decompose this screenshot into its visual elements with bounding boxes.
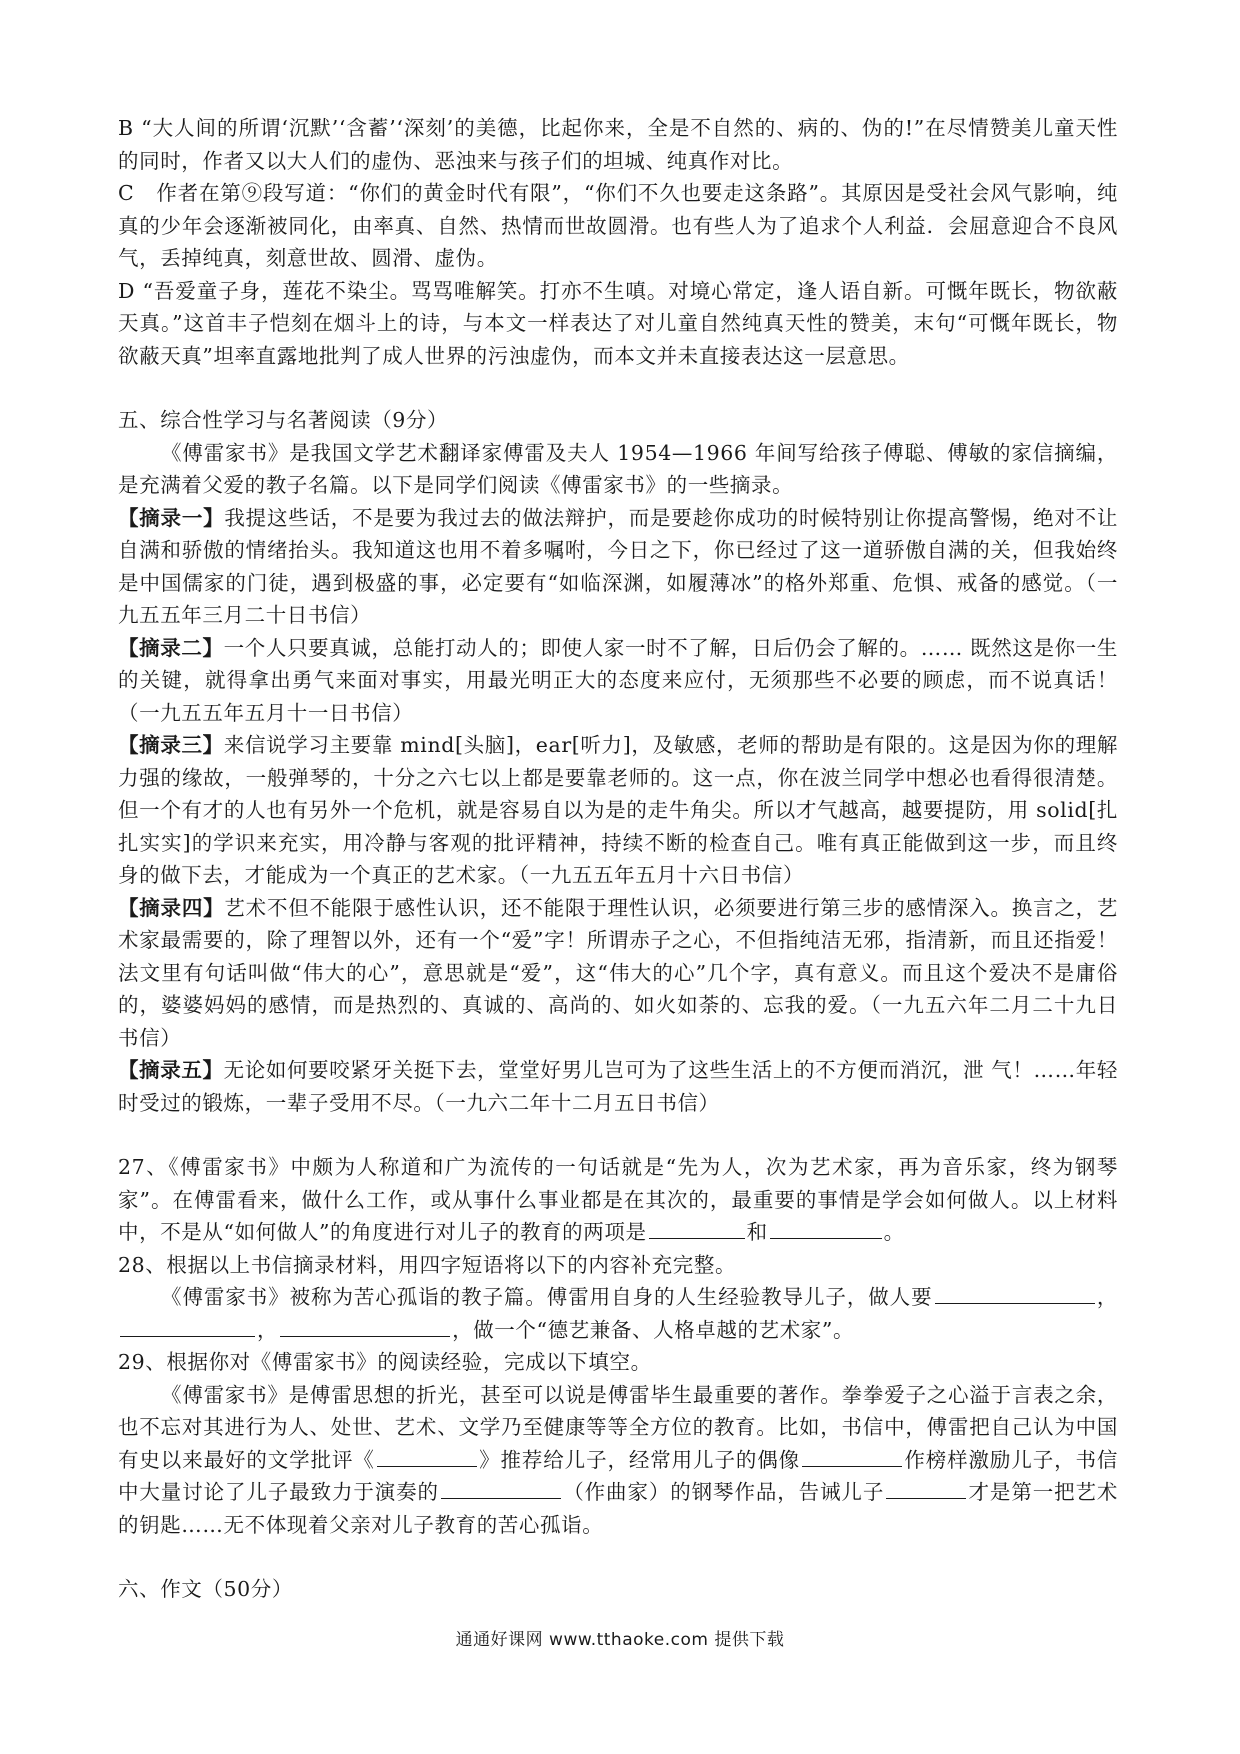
excerpt-text: 来信说学习主要靠 mind[头脑]，ear[听力]，及敏感，老师的帮助是有限的。这是因为你的理解力强的缘故，一般弹琴的，十分之六七以上都是要靠老师的。这一点，你在波兰同学中想必也看得很清楚。但一个有才的人也有另外一个危机，就是容易自以为是的走牛角尖。所以才气越高，越要提防，用 solid[扎扎实实]的学识来充实，用冷静与客观的批评精神，持续不断的检查自己。唯有真正能做到这一步，而且终身的做下去，才能成为一个真正的艺术家。（一九五五年五月十六日书信）: [118, 733, 1119, 887]
answer-blank[interactable]: [802, 1444, 902, 1467]
answer-blank[interactable]: [377, 1444, 477, 1467]
option-d: [118, 275, 1118, 373]
question-text: 》推荐给儿子，经常用儿子的偶像: [478, 1447, 801, 1472]
excerpt-2: [118, 632, 1118, 730]
option-text: 作者在第⑨段写道：“你们的黄金时代有限”，“你们不久也要走这条路”。其原因是受社会风气影响，纯真的少年会逐渐被同化，由率真、自然、热情而世故圆滑。也有些人为了追求个人利益．会屈意迎合不良风气，丢掉纯真，刻意世故、圆滑、虚伪。: [118, 181, 1118, 270]
excerpt-4: [118, 892, 1118, 1055]
excerpt-label: 【摘录五】: [118, 1058, 224, 1082]
question-text: ，: [257, 1317, 279, 1342]
question-29-title: 29、根据你对《傅雷家书》的阅读经验，完成以下填空。: [118, 1350, 652, 1374]
option-c: [118, 177, 1118, 275]
option-label: B: [118, 116, 134, 140]
option-b: [118, 112, 1118, 177]
question-text: 《傅雷家书》被称为苦心孤诣的教子篇。傅雷用自身的人生经验教导儿子，做人要: [161, 1285, 933, 1309]
exam-page: [118, 112, 1118, 1606]
excerpt-text: 我提这些话，不是要为我过去的做法辩护，而是要趁你成功的时候特别让你提高警惕，绝对不让自满和骄傲的情绪抬头。我知道这也用不着多嘱咐，今日之下，你已经过了这一道骄傲自满的关，但我始终是中国儒家的门徒，遇到极盛的事，必定要有“如临深渊，如履薄冰”的格外郑重、危惧、戒备的感觉。（一九五五年三月二十日书信）: [118, 505, 1118, 627]
answer-blank[interactable]: [441, 1476, 561, 1499]
question-text: 才是第一把艺术的钥匙……无不体现着父亲对儿子教育的苦心孤诣。: [118, 1480, 1119, 1537]
option-text: “大人间的所谓‘沉默’‘含蓄’‘深刻’的美德，比起你来，全是不自然的、病的、伪的!”在尽情赞美儿童天性的同时，作者又以大人们的虚伪、恶浊来与孩子们的坦城、纯真作对比。: [118, 116, 1118, 173]
excerpt-1: [118, 502, 1118, 632]
question-text: ，: [1096, 1285, 1118, 1309]
excerpt-3: [118, 729, 1118, 892]
question-27: [118, 1151, 1118, 1249]
section-6-title: 六、作文（50分）: [118, 1577, 293, 1601]
question-text: 27、《傅雷家书》中颇为人称道和广为流传的一句话就是“先为人，次为艺术家，再为音乐家，终为钢琴家”。在傅雷看来，做什么工作，或从事什么事业都是在其次的，最重要的事情是学会如何做人。以上材料中，不是从“如何做人”的角度进行对儿子的教育的两项是: [118, 1155, 1118, 1244]
excerpt-text: 一个人只要真诚，总能打动人的；即使人家一时不了解，日后仍会了解的。…… 既然这是你一生的关键，就得拿出勇气来面对事实，用最光明正大的态度来应付，无须那些不必要的顾虑，而不说真话！（一九五五年五月十一日书信）: [118, 635, 1118, 725]
answer-blank[interactable]: [280, 1314, 450, 1337]
option-text: “吾爱童子身，莲花不染尘。骂骂唯解笑。打亦不生嗔。对境心常定，逢人语自新。可慨年既长，物欲蔽天真。”这首丰子恺刻在烟斗上的诗，与本文一样表达了对儿童自然纯真天性的赞美，末句“可慨年既长，物欲蔽天真”坦率直露地批判了成人世界的污浊虚伪，而本文并未直接表达这一层意思。: [118, 278, 1118, 368]
question-28-title: 28、根据以上书信摘录材料，用四字短语将以下的内容补充完整。: [118, 1252, 737, 1277]
section-5-title: 五、综合性学习与名著阅读（9分）: [118, 408, 449, 432]
excerpt-label: 【摘录一】: [118, 505, 225, 530]
option-label: C: [118, 181, 135, 205]
answer-blank[interactable]: [649, 1216, 745, 1239]
excerpt-text: 艺术不但不能限于感性认识，还不能限于理性认识，必须要进行第三步的感情深入。换言之，艺术家最需要的，除了理智以外，还有一个“爱”字！所谓赤子之心，不但指纯洁无邪，指清新，而且还指爱！法文里有句话叫做“伟大的心”，意思就是“爱”，这“伟大的心”几个字，真有意义。而且这个爱决不是庸俗的，婆婆妈妈的感情，而是热烈的、真诚的、高尚的、如火如荼的、忘我的爱。（一九五六年二月二十九日书信）: [118, 895, 1118, 1050]
answer-blank[interactable]: [886, 1476, 966, 1499]
question-text: ，做一个“德艺兼备、人格卓越的艺术家”。: [452, 1317, 855, 1342]
excerpt-5: [118, 1054, 1118, 1119]
option-label: D: [118, 278, 136, 303]
question-text: 。: [883, 1220, 905, 1244]
excerpt-label: 【摘录二】: [118, 635, 224, 660]
question-text: 作榜样激励儿子，书信中大量讨论了儿子最致力于演奏的: [118, 1447, 1119, 1504]
question-28-body: [118, 1281, 1118, 1346]
question-text: （作曲家）的钢琴作品，告诫儿子: [562, 1480, 885, 1504]
question-text: 和: [746, 1220, 768, 1244]
section-5-intro: 《傅雷家书》是我国文学艺术翻译家傅雷及夫人 1954—1966 年间写给孩子傅聪、傅敏的家信摘编，是充满着父爱的教子名篇。以下是同学们阅读《傅雷家书》的一些摘录。: [118, 440, 1118, 497]
answer-blank[interactable]: [935, 1281, 1095, 1304]
excerpt-label: 【摘录三】: [118, 733, 224, 757]
question-text: 《傅雷家书》是傅雷思想的折光，甚至可以说是傅雷毕生最重要的著作。拳拳爱子之心溢于言表之余，也不忘对其进行为人、处世、艺术、文学乃至健康等等全方位的教育。比如，书信中，傅雷把自己认为中国有史以来最好的文学批评《: [118, 1382, 1118, 1472]
excerpt-label: 【摘录四】: [118, 895, 225, 920]
page-footer: 通通好课网 www.tthaoke.com 提供下载: [455, 1630, 785, 1650]
excerpt-text: 无论如何要咬紧牙关挺下去，堂堂好男儿岂可为了这些生活上的不方便而消沉，泄 气！……年轻时受过的锻炼，一辈子受用不尽。（一九六二年十二月五日书信）: [118, 1058, 1118, 1115]
question-29-body: [118, 1379, 1118, 1542]
answer-blank[interactable]: [120, 1314, 255, 1337]
answer-blank[interactable]: [770, 1216, 882, 1239]
